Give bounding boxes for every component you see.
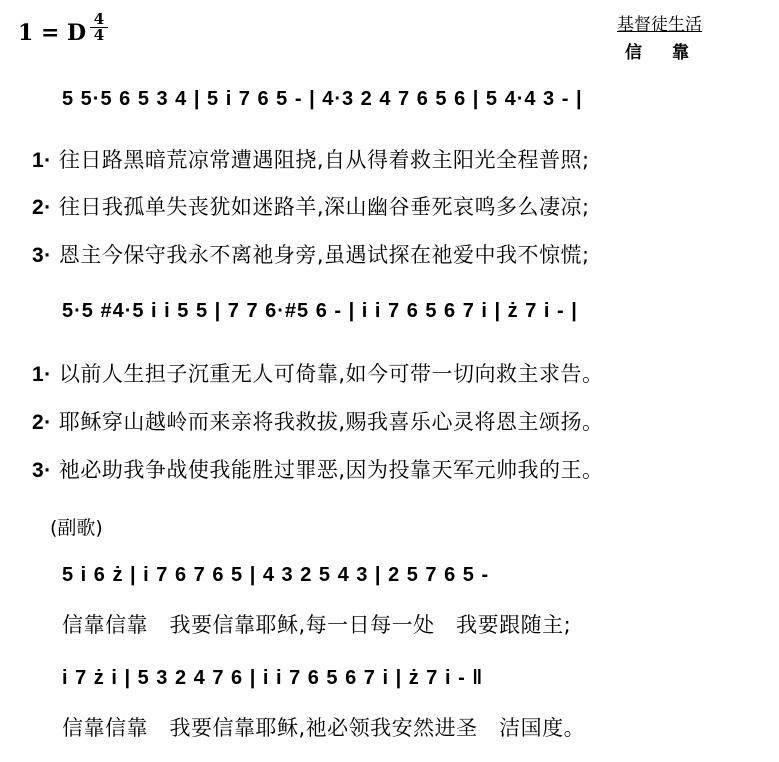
chorus-notation-1: 5 i 6 ż | i 7 6 7 6 5 | 4 3 2 5 4 3 | 2 5 7 6 5 - — [62, 564, 490, 586]
verse-lyric: 往日路黑暗荒凉常遭遇阻挠,自从得着救主阳光全程普照; — [58, 148, 590, 172]
verse-line — [32, 406, 604, 436]
verse-line — [32, 144, 590, 174]
verse-number: 2· — [32, 196, 52, 219]
key-signature: 1 = D — [18, 20, 87, 46]
verse-number: 1· — [32, 149, 52, 172]
verse-number: 3· — [32, 244, 52, 267]
chorus-lyric-1: 信靠信靠 我要信靠耶稣,每一日每一处 我要跟随主; — [62, 613, 572, 637]
chorus-label: (副歌) — [50, 517, 103, 539]
source-label: 基督徒生活 — [617, 15, 702, 35]
verse-lyric: 恩主今保守我永不离祂身旁,虽遇试探在祂爱中我不惊慌; — [58, 243, 590, 267]
chorus-notation-2: i 7 ż i | 5 3 2 4 7 6 | i i 7 6 5 6 7 i | ż 7 i - ‖ — [62, 667, 484, 689]
chorus-lyric-2: 信靠信靠 我要信靠耶稣,祂必领我安然进圣 洁国度。 — [62, 716, 586, 740]
song-title: 信靠 — [625, 43, 719, 63]
verse-line — [32, 191, 590, 221]
verse-notation-2: 5·5 #4·5 i i 5 5 | 7 7 6·#5 6 - | i i 7 6 5 6 7 i | ż 7 i - | — [62, 300, 578, 322]
verse-line — [32, 454, 604, 484]
verse-number: 2· — [32, 411, 52, 434]
verse-lyric: 往日我孤单失丧犹如迷路羊,深山幽谷垂死哀鸣多么凄凉; — [58, 195, 590, 219]
verse-number: 3· — [32, 459, 52, 482]
verse-line — [32, 358, 604, 388]
time-signature-top: 4 — [90, 12, 108, 28]
time-signature-bottom: 4 — [93, 26, 105, 44]
verse-lyric: 以前人生担子沉重无人可倚靠,如今可带一切向救主求告。 — [58, 362, 604, 386]
verse-number: 1· — [32, 363, 52, 386]
verse-lyric: 祂必助我争战使我能胜过罪恶,因为投靠天军元帅我的王。 — [58, 458, 604, 482]
verse-notation-1: 5 5·5 6 5 3 4 | 5 i 7 6 5 - | 4·3 2 4 7 6 5 6 | 5 4·4 3 - | — [62, 88, 583, 110]
time-signature — [90, 12, 108, 43]
verse-lyric: 耶稣穿山越岭而来亲将我救拔,赐我喜乐心灵将恩主颂扬。 — [58, 410, 604, 434]
verse-line — [32, 239, 590, 269]
